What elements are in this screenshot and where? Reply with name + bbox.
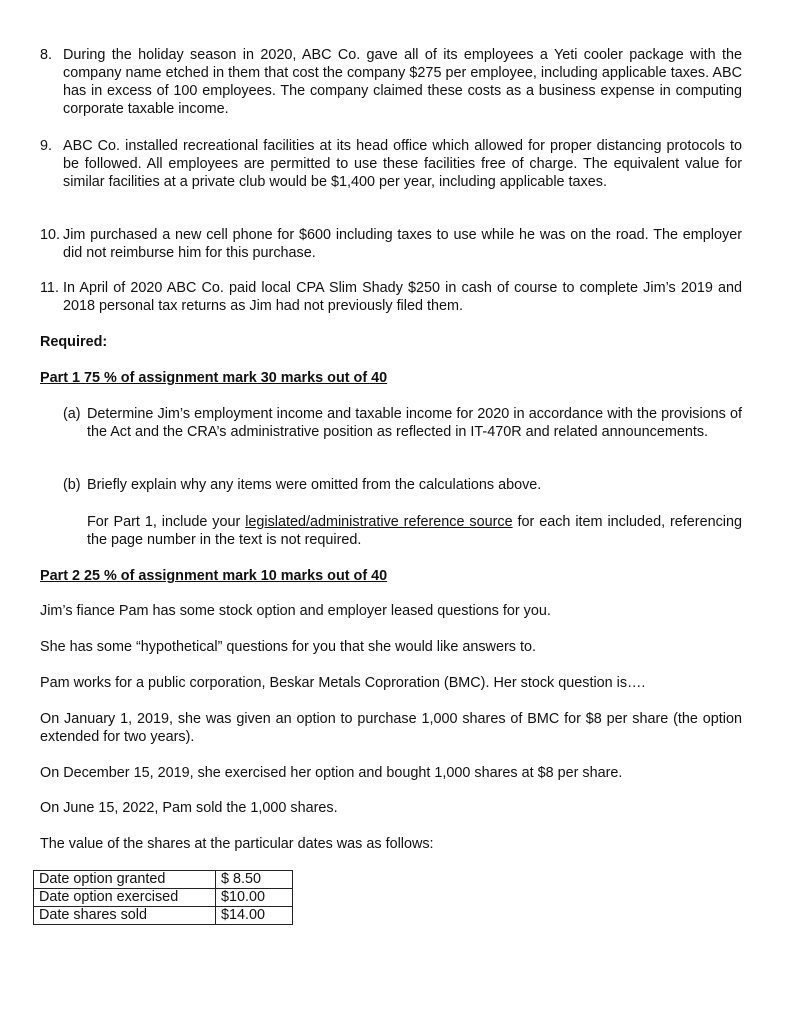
part2-paragraph: Pam works for a public corporation, Beskar Metals Coproration (BMC). Her stock question is…. <box>40 675 646 691</box>
part1-question-b <box>63 476 742 494</box>
question-text: Determine Jim’s employment income and taxable income for 2020 in accordance with the provisions of the Act and the CRA’s administrative position as reflected in IT-470R and related announcements. <box>87 406 742 440</box>
table-cell-label: Date option granted <box>34 871 216 889</box>
part2-paragraph: The value of the shares at the particular dates was as follows: <box>40 836 434 852</box>
part1-heading: Part 1 75 % of assignment mark 30 marks out of 40 <box>40 370 388 386</box>
item-text: During the holiday season in 2020, ABC Co. gave all of its employees a Yeti cooler package with the company name etched in them that cost the company $275 per employee, including applicable taxes. ABC has in excess of 100 employees. The company claimed these costs as a business expense in computing corporate taxable income. <box>63 47 742 117</box>
table-cell-value: $14.00 <box>216 907 293 925</box>
part2-paragraph: Jim’s fiance Pam has some stock option and employer leased questions for you. <box>40 603 551 619</box>
required-heading: Required: <box>40 334 108 350</box>
item-number: 11. <box>40 280 59 296</box>
item-number: 9. <box>40 138 53 154</box>
part2-paragraph: On January 1, 2019, she was given an option to purchase 1,000 shares of BMC for $8 per share (the option extended for two years). <box>40 711 742 745</box>
note-text-start: For Part 1, include your <box>87 514 246 530</box>
item-text: In April of 2020 ABC Co. paid local CPA Slim Shady $250 in cash of course to complete Jim’s 2019 and 2018 personal tax returns as Jim had not previously filed them. <box>63 280 742 314</box>
question-text: Briefly explain why any items were omitted from the calculations above. <box>87 477 542 493</box>
share-value-table <box>33 870 293 925</box>
part1-question-a <box>63 405 742 441</box>
list-item-11 <box>40 279 742 315</box>
item-text: ABC Co. installed recreational facilities at its head office which allowed for proper distancing protocols to be followed. All employees are permitted to use these facilities free of charge. The equivalent value for similar facilities at a private club would be $1,400 per year, including applicable taxes. <box>63 138 742 190</box>
table-row <box>34 907 293 925</box>
part2-paragraph: On December 15, 2019, she exercised her option and bought 1,000 shares at $8 per share. <box>40 765 623 781</box>
list-item-8 <box>40 46 742 118</box>
part2-paragraph: On June 15, 2022, Pam sold the 1,000 shares. <box>40 800 338 816</box>
item-number: 8. <box>40 47 53 63</box>
question-label: (b) <box>63 477 81 493</box>
list-item-10 <box>40 226 742 262</box>
reference-source-link: legislated/administrative reference source <box>245 514 513 530</box>
list-item-9 <box>40 137 742 191</box>
table-cell-label: Date shares sold <box>34 907 216 925</box>
item-text: Jim purchased a new cell phone for $600 including taxes to use while he was on the road. The employer did not reimburse him for this purchase. <box>63 227 742 261</box>
table-cell-label: Date option exercised <box>34 889 216 907</box>
part2-heading: Part 2 25 % of assignment mark 10 marks out of 40 <box>40 568 388 584</box>
note-text-end: for each item included, referencing the page number in the text is not required. <box>87 514 742 548</box>
table-row <box>34 871 293 889</box>
question-label: (a) <box>63 406 81 422</box>
item-number: 10. <box>40 227 61 243</box>
table-cell-value: $ 8.50 <box>216 871 293 889</box>
part2-paragraph: She has some “hypothetical” questions for you that she would like answers to. <box>40 639 536 655</box>
part1-note <box>87 513 742 549</box>
table-row <box>34 889 293 907</box>
table-cell-value: $10.00 <box>216 889 293 907</box>
